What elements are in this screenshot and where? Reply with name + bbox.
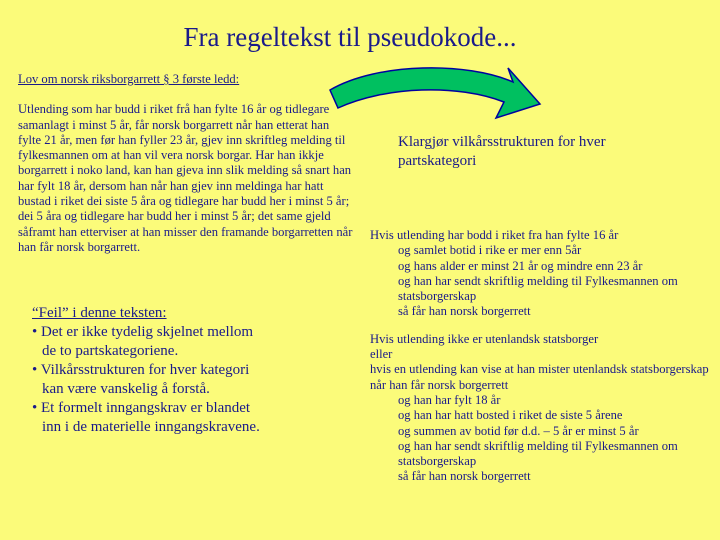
rule-line: Hvis utlending har bodd i riket fra han fylte 16 år xyxy=(370,228,619,242)
rule-line: og han har hatt bosted i riket de siste 5 årene xyxy=(398,408,623,423)
rule-line: og samlet botid i rike er mer enn 5år xyxy=(398,243,582,258)
error-bullet-first: • Det er ikke tydelig skjelnet mellom xyxy=(32,324,254,340)
error-bullet xyxy=(32,323,332,361)
error-bullet-rest: kan være vanskelig å forstå. xyxy=(42,381,210,397)
rule-spacer xyxy=(370,320,715,332)
curved-arrow-shape xyxy=(330,68,540,118)
error-bullet xyxy=(32,361,332,399)
curved-arrow xyxy=(318,60,548,140)
rule-line: så får han norsk borgerrett xyxy=(398,469,531,484)
klargjor-note: Klargjør vilkårsstrukturen for hver partskategori xyxy=(398,134,606,169)
slide-title: Fra regeltekst til pseudokode... xyxy=(183,22,517,52)
error-bullet xyxy=(32,399,332,437)
pseudocode-block xyxy=(370,228,715,485)
error-bullet-rest: de to partskategoriene. xyxy=(42,343,179,359)
errors-heading: “Feil” i denne teksten: xyxy=(32,305,167,321)
law-body: Utlending som har budd i riket frå han fylte 16 år og tidlegare samanlagt i minst 5 år, får norsk borgarrett når han etterat han fylte 21 år, men før han fyller 23 år, gjev inn skriftleg melding til fylkesmannen om at han vil vera norsk borgar. Har han ikkje borgarrett i noko land, kan han gjeva inn slik melding så snart han har fylt 18 år, dersom han når han gjev inn meldinga har hatt bustad i riket dei siste 5 åra og tidlegare har budd her i minst 5 år; dei 5 åra og tidlegare har budd her i minst 5 år; det same gjeld såframt han etterviser at han misser den framande borgarretten når han får norsk borgarrett. xyxy=(18,102,353,254)
rule-line: og han har fylt 18 år xyxy=(398,392,501,407)
law-text-block xyxy=(18,72,353,255)
rule-line: eller xyxy=(370,347,393,362)
rule-line: og summen av botid før d.d. – 5 år er minst 5 år xyxy=(398,423,639,438)
rule-line: Hvis utlending ikke er utenlandsk statsborger xyxy=(370,331,599,346)
errors-block xyxy=(32,304,332,437)
rule-line: og han har sendt skriftlig melding til Fylkesmannen om statsborgerskap xyxy=(398,438,678,469)
rule-line: og han har sendt skriftlig melding til Fylkesmannen om statsborgerskap xyxy=(398,273,678,304)
rule-line: så får han norsk borgerrett xyxy=(398,304,531,319)
rule-line: og hans alder er minst 21 år og mindre enn 23 år xyxy=(398,258,643,273)
rule-line: hvis en utlending kan vise at han mister utenlandsk statsborgerskap når han får norsk borgerrett xyxy=(370,362,709,392)
law-heading: Lov om norsk riksborgarrett § 3 første ledd: xyxy=(18,72,240,86)
error-bullet-first: • Et formelt inngangskrav er blandet xyxy=(32,400,251,416)
error-bullet-rest: inn i de materielle inngangskravene. xyxy=(42,419,260,435)
error-bullet-first: • Vilkårsstrukturen for hver kategori xyxy=(32,362,250,378)
